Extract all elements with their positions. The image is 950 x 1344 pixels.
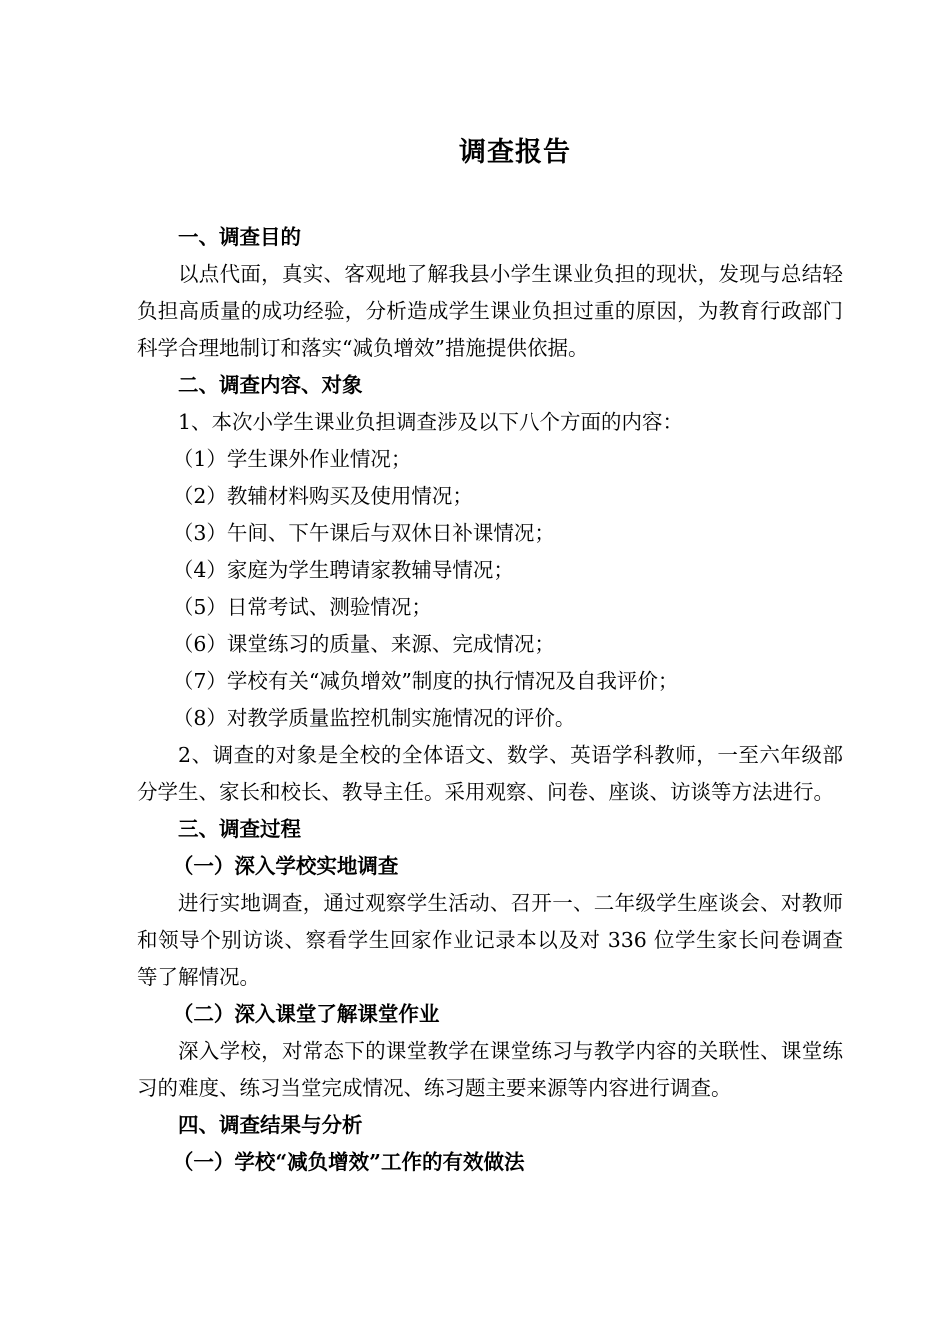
list-item: （6）课堂练习的质量、来源、完成情况； <box>172 632 555 656</box>
list-item: （5）日常考试、测验情况； <box>172 595 432 619</box>
document-title: 调查报告 <box>459 137 571 168</box>
list-item: （8）对教学质量监控机制实施情况的评价。 <box>172 706 576 730</box>
subheading-field-survey: （一）深入学校实地调查 <box>172 854 399 878</box>
section-heading-content: 二、调查内容、对象 <box>178 373 363 397</box>
paragraph-purpose: 以点代面，真实、客观地了解我县小学生课业负担的现状，发现与总结轻负担高质量的成功经验，分析造成学生课业负担过重的原因，为教育行政部门科学合理地制订和落实“减负增效”措施提供依据。 <box>137 262 843 360</box>
list-item: （3）午间、下午课后与双休日补课情况； <box>172 521 555 545</box>
subheading-practices: （一）学校“减负增效”工作的有效做法 <box>172 1150 525 1174</box>
paragraph-classroom: 深入学校，对常态下的课堂教学在课堂练习与教学内容的关联性、课堂练习的难度、练习当堂完成情况、练习题主要来源等内容进行调查。 <box>137 1039 843 1100</box>
paragraph-field-survey: 进行实地调查，通过观察学生活动、召开一、二年级学生座谈会、对教师和领导个别访谈、察看学生回家作业记录本以及对 336 位学生家长问卷调查等了解情况。 <box>137 891 843 989</box>
paragraph-subjects: 2、调查的对象是全校的全体语文、数学、英语学科教师，一至六年级部分学生、家长和校长、教导主任。采用观察、问卷、座谈、访谈等方法进行。 <box>137 743 843 804</box>
paragraph-content-intro: 1、本次小学生课业负担调查涉及以下八个方面的内容： <box>178 410 684 434</box>
subheading-classroom: （二）深入课堂了解课堂作业 <box>172 1002 440 1026</box>
list-item: （4）家庭为学生聘请家教辅导情况； <box>172 558 514 582</box>
list-item: （1）学生课外作业情况； <box>172 447 412 471</box>
document-body <box>137 219 843 1181</box>
list-item: （2）教辅材料购买及使用情况； <box>172 484 473 508</box>
section-heading-purpose: 一、调查目的 <box>178 225 301 249</box>
section-heading-process: 三、调查过程 <box>178 817 301 841</box>
list-item: （7）学校有关“减负增效”制度的执行情况及自我评价； <box>172 669 679 693</box>
section-heading-results: 四、调查结果与分析 <box>178 1113 363 1137</box>
